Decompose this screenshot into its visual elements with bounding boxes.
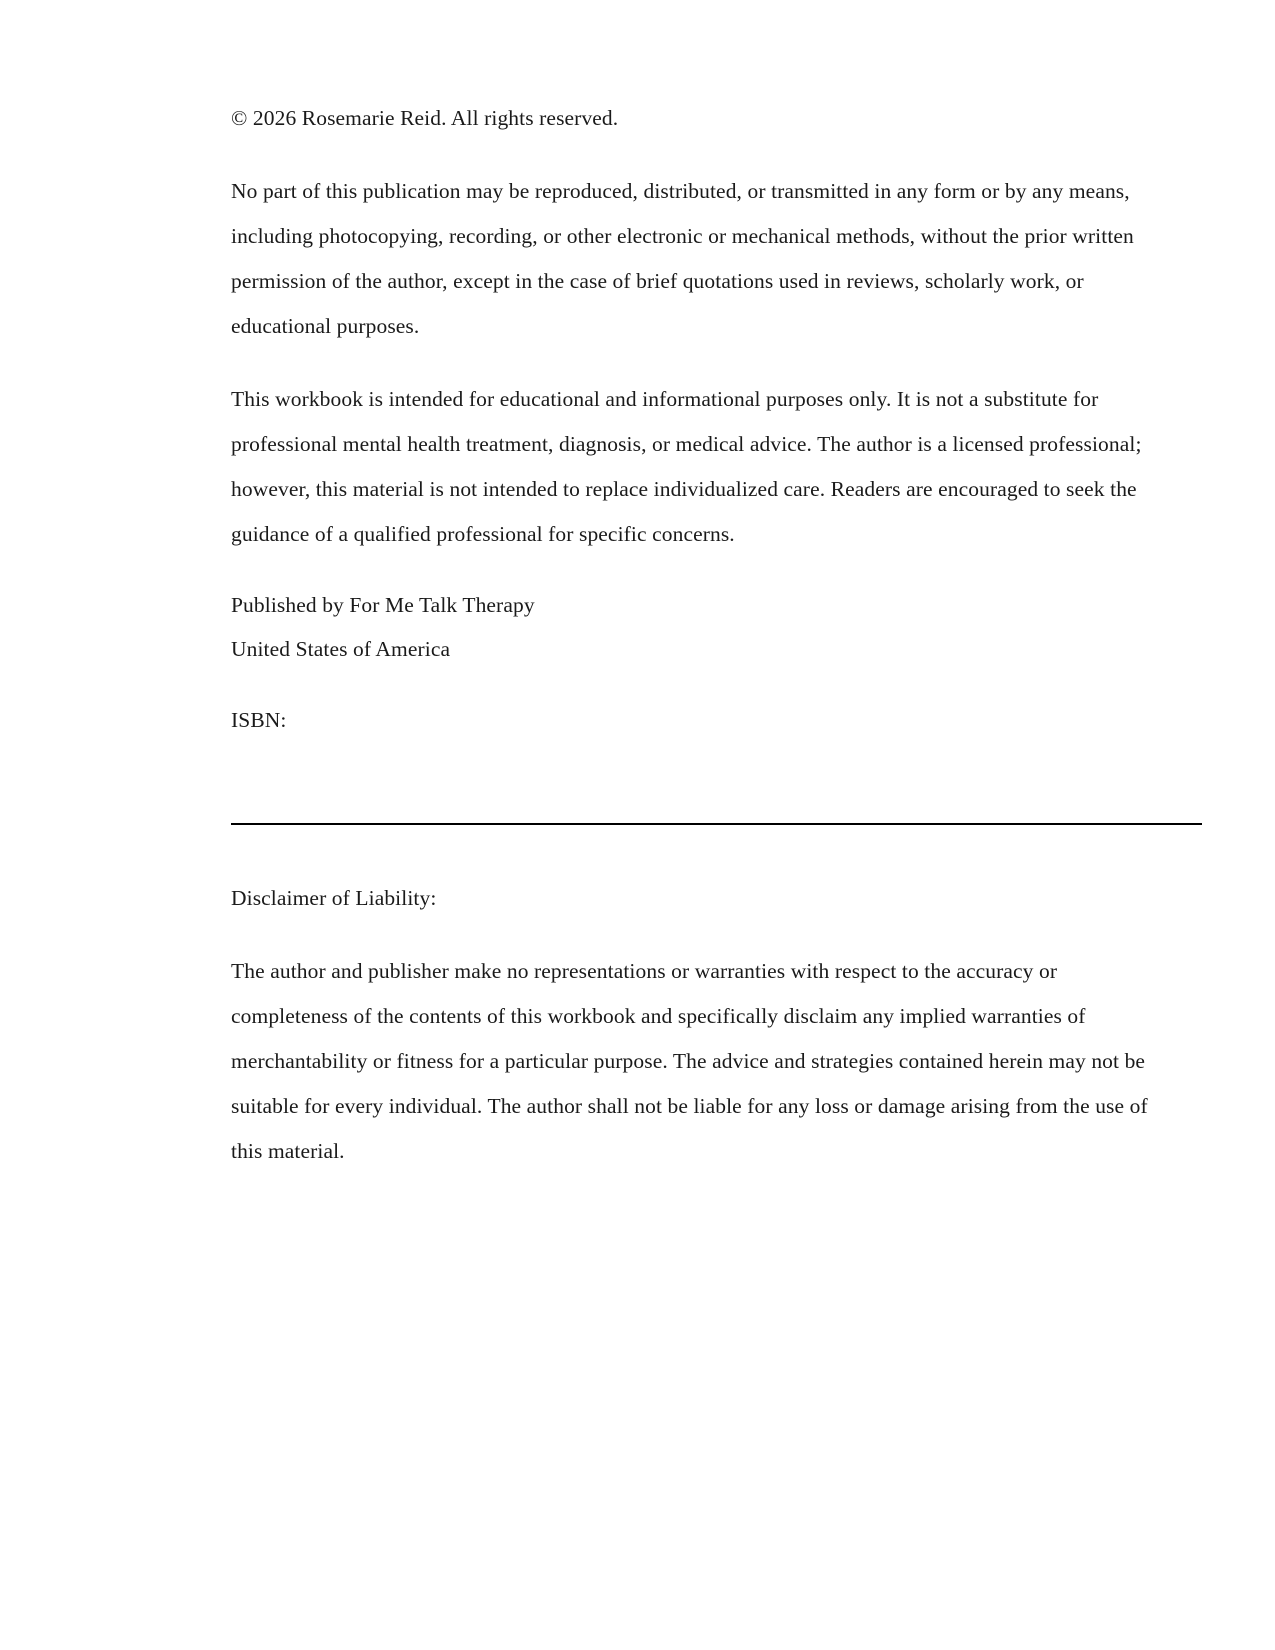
- publisher-line: Published by For Me Talk Therapy: [231, 593, 535, 617]
- rights-reservation-paragraph: No part of this publication may be reproduced, distributed, or transmitted in any form or by any means, including photocopying, recording, or other electronic or mechanical methods, without the prior written permission of the author, except in the case of brief quotations used in reviews, scholarly work, or educational purposes.: [231, 179, 1134, 338]
- educational-purpose-paragraph: This workbook is intended for educational and informational purposes only. It is not a substitute for professional mental health treatment, diagnosis, or medical advice. The author is a licensed professional; however, this material is not intended to replace individualized care. Readers are encouraged to seek the guidance of a qualified professional for specific concerns.: [231, 387, 1142, 546]
- copyright-notice: © 2026 Rosemarie Reid. All rights reserved.: [231, 106, 619, 130]
- disclaimer-heading: Disclaimer of Liability:: [231, 886, 437, 910]
- isbn-label: ISBN:: [231, 708, 287, 732]
- section-divider: [231, 823, 1202, 825]
- disclaimer-paragraph: The author and publisher make no representations or warranties with respect to the accuracy or completeness of the contents of this workbook and specifically disclaim any implied warranties of merchantability or fitness for a particular purpose. The advice and strategies contained herein may not be suitable for every individual. The author shall not be liable for any loss or damage arising from the use of this material.: [231, 959, 1148, 1163]
- country-line: United States of America: [231, 637, 451, 661]
- publication-info: [231, 583, 1152, 671]
- page-content: [231, 96, 1152, 1174]
